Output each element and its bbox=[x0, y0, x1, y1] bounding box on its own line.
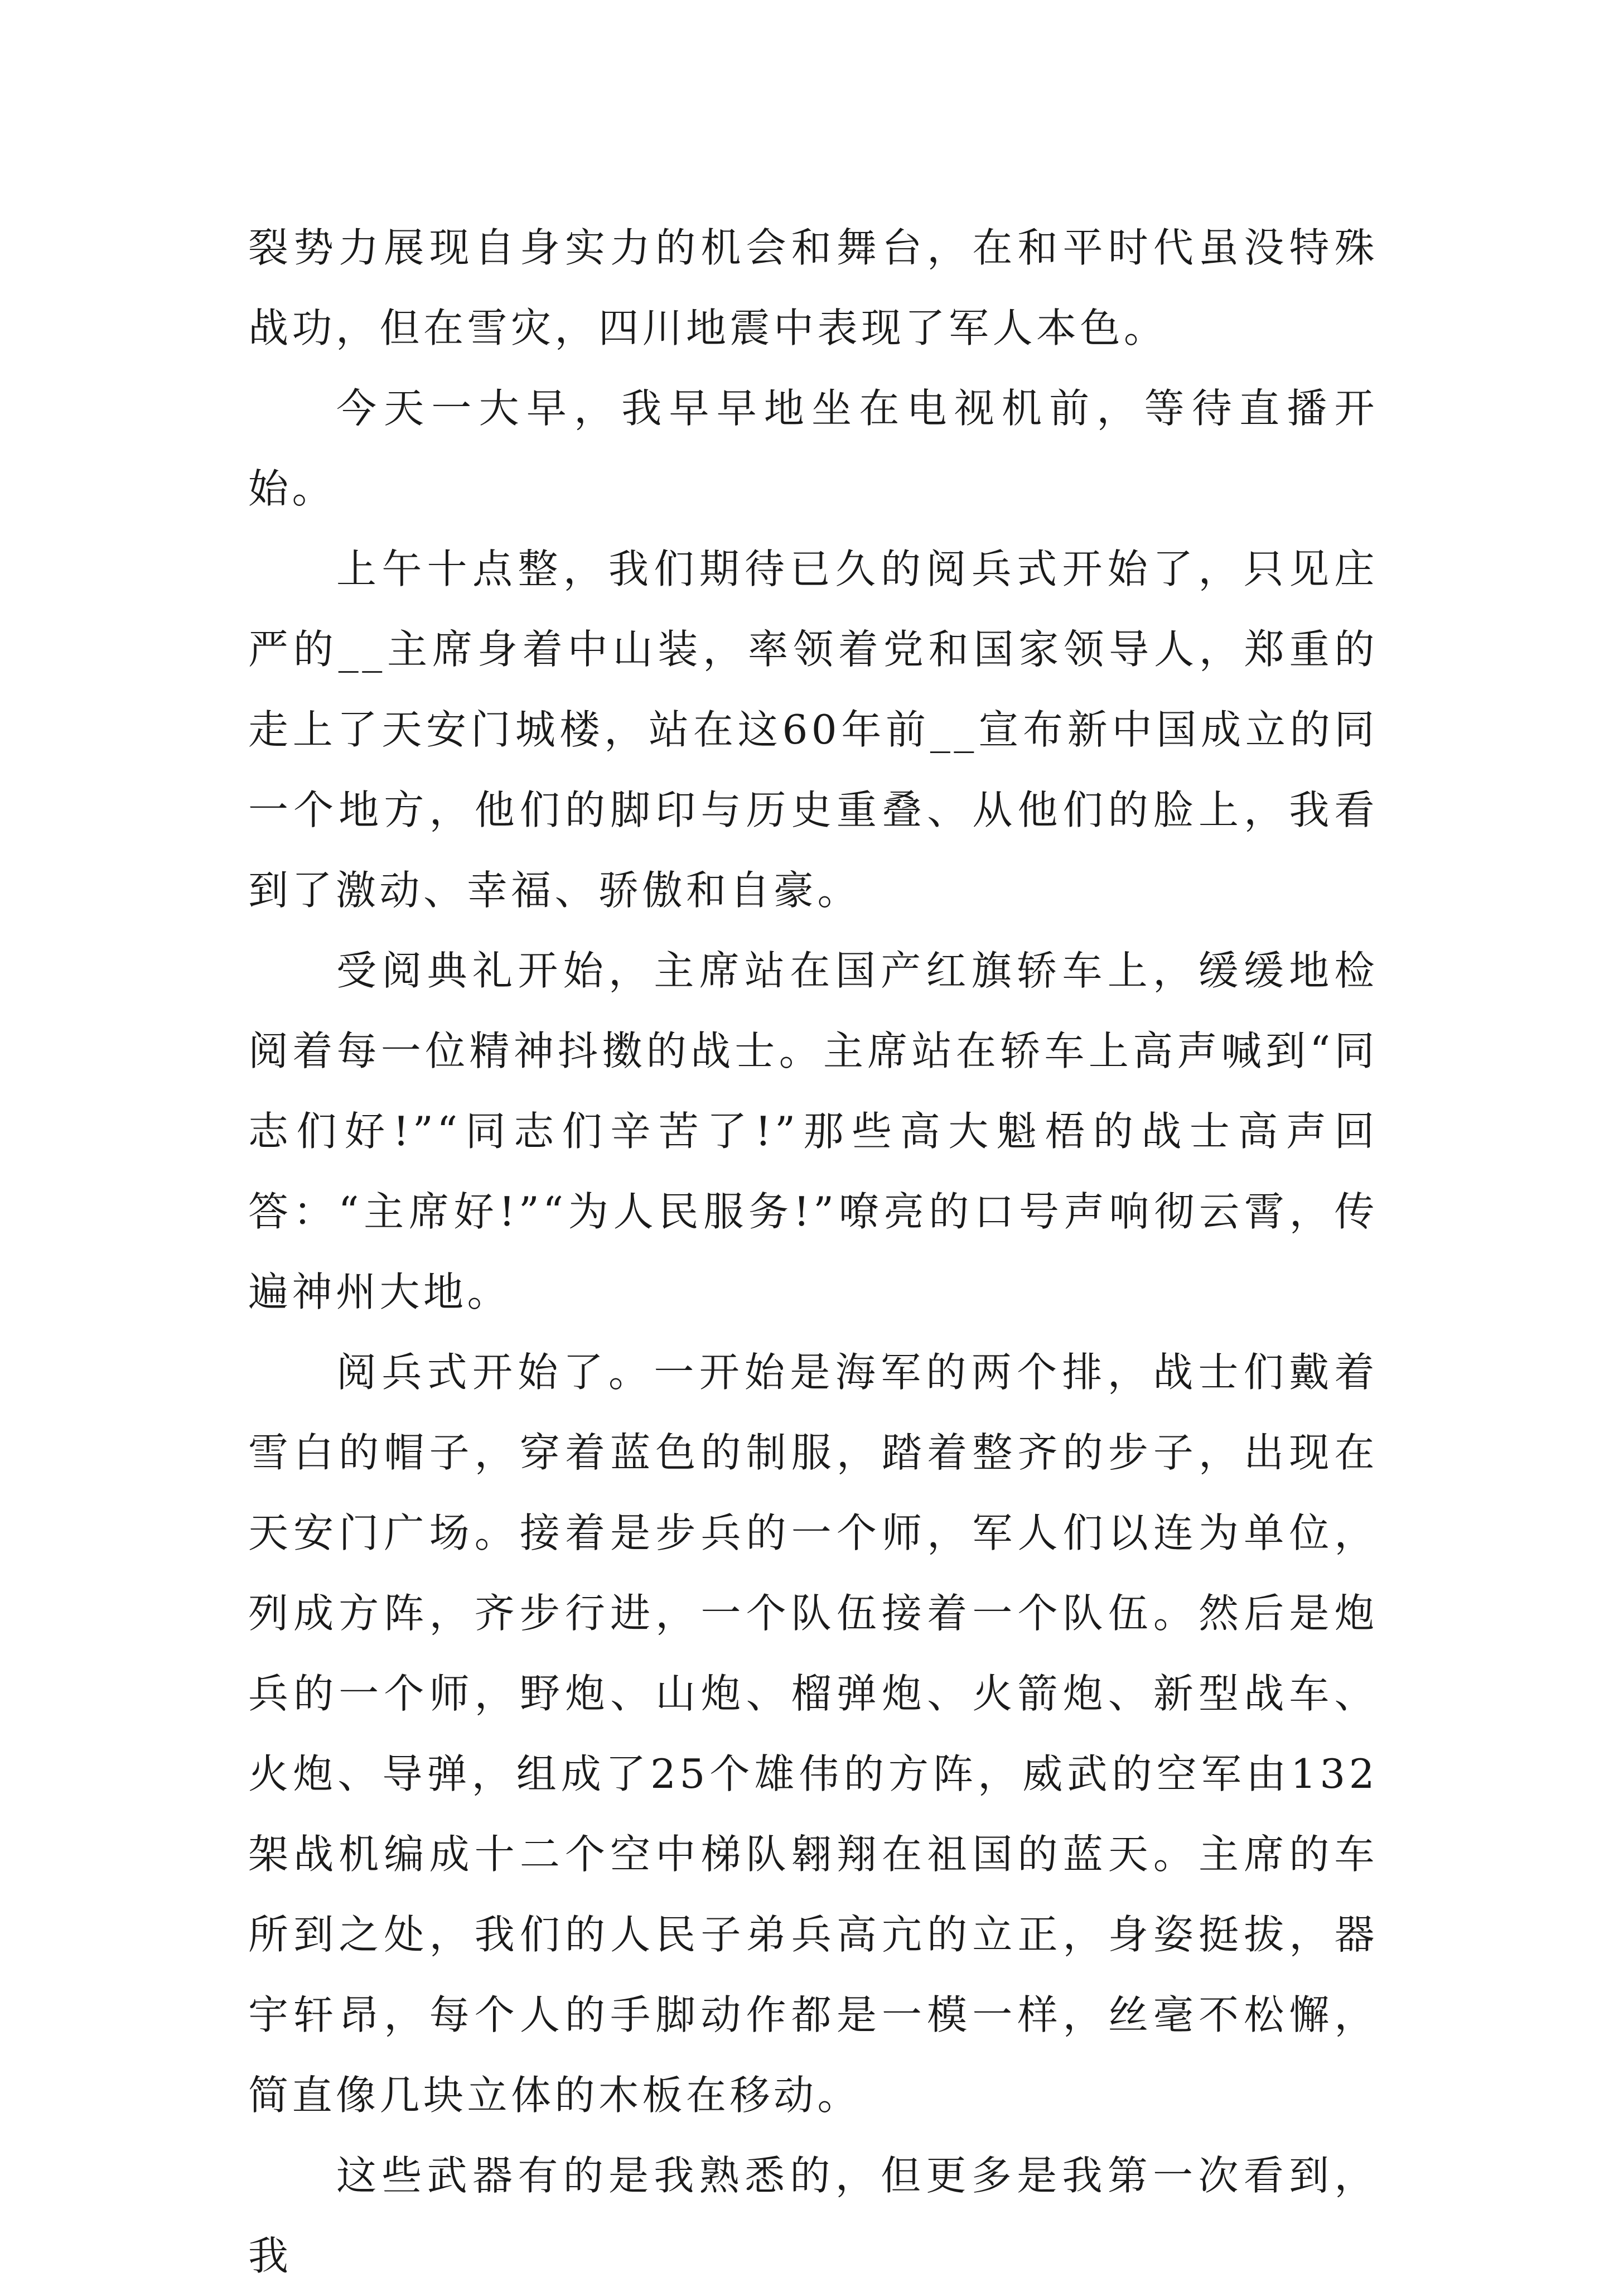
paragraph-1: 裂势力展现自身实力的机会和舞台，在和平时代虽没特殊战功，但在雪灾，四川地震中表现了军人本色。 bbox=[248, 224, 1378, 351]
paragraph-5: 阅兵式开始了。一开始是海军的两个排，战士们戴着雪白的帽子，穿着蓝色的制服，踏着整齐的步子，出现在天安门广场。接着是步兵的一个师，军人们以连为单位，列成方阵，齐步行进，一个队伍接着一个队伍。然后是炮兵的一个师，野炮、山炮、榴弹炮、火箭炮、新型战车、火炮、导弹，组成了25个雄伟的方阵，威武的空军由132架战机编成十二个空中梯队翱翔在祖国的蓝天。主席的车所到之处，我们的人民子弟兵高亢的立正，身姿挺拔，器宇轩昂，每个人的手脚动作都是一模一样，丝毫不松懈，简直像几块立体的木板在移动。 bbox=[248, 1349, 1378, 2119]
paragraph-6: 这些武器有的是我熟悉的，但更多是我第一次看到，我 bbox=[248, 2152, 1378, 2279]
document-body bbox=[248, 208, 1378, 2296]
paragraph-4: 受阅典礼开始，主席站在国产红旗轿车上，缓缓地检阅着每一位精神抖擞的战士。主席站在轿车上高声喊到“同志们好!”“同志们辛苦了!”那些高大魁梧的战士高声回答：“主席好!”“为人民服务!”嘹亮的口号声响彻云霄，传遍神州大地。 bbox=[248, 947, 1378, 1315]
paragraph-2: 今天一大早，我早早地坐在电视机前，等待直播开始。 bbox=[248, 385, 1378, 512]
paragraph-3: 上午十点整，我们期待已久的阅兵式开始了，只见庄严的__主席身着中山装，率领着党和国家领导人，郑重的走上了天安门城楼，站在这60年前__宣布新中国成立的同一个地方，他们的脚印与历史重叠、从他们的脸上，我看到了激动、幸福、骄傲和自豪。 bbox=[248, 546, 1378, 914]
